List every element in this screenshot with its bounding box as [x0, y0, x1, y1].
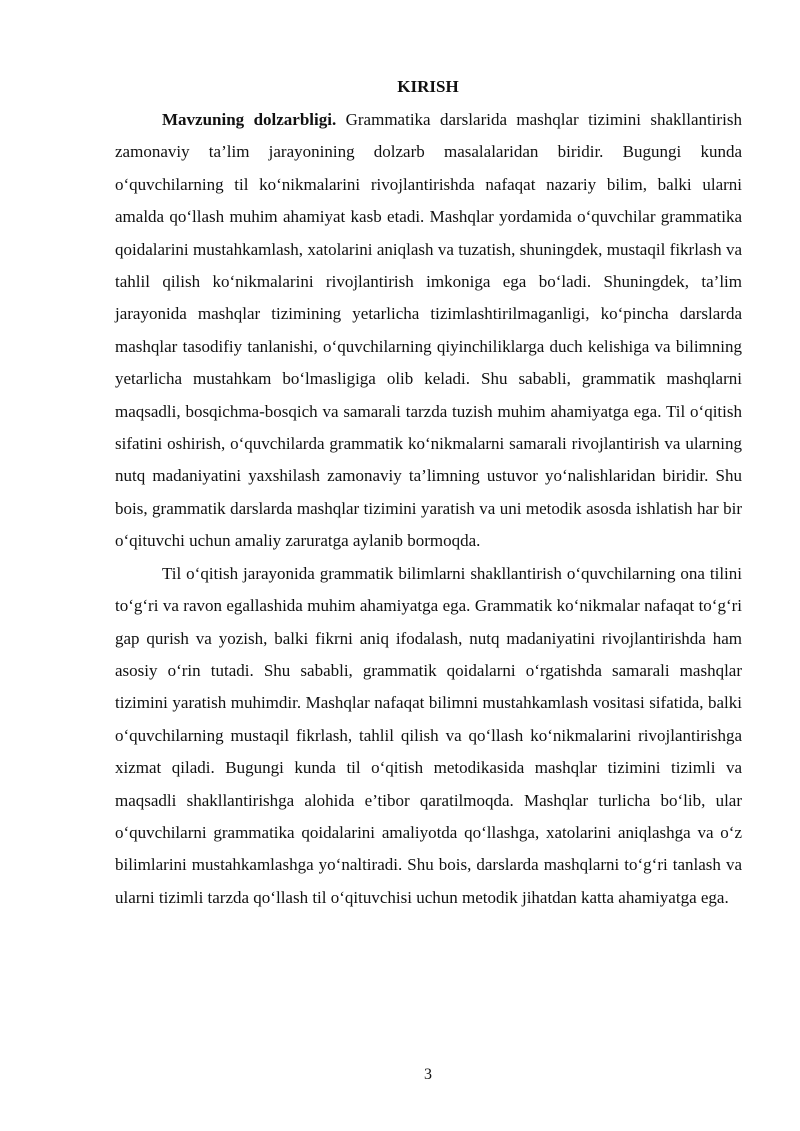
paragraph-text: Til o‘qitish jarayonida grammatik bilimlarni shakllantirish o‘quvchilarning ona tilini to‘g‘ri va ravon egallashida muhim ahamiyatga ega. Grammatik ko‘nikmalar nafaqat to‘g‘ri gap qurish va yozish, balki fikrni aniq ifodalash, nutq madaniyatini rivojlantirishda ham asosiy o‘rin tutadi. Shu sababli, grammatik qoidalarni o‘rgatishda samarali mashqlar tizimini yaratish muhimdir. Mashqlar nafaqat bilimni mustahkamlash vositasi sifatida, balki o‘quvchilarning mustaqil fikrlash, tahlil qilish va qo‘llash ko‘nikmalarini rivojlantirishga xizmat qiladi. Bugungi kunda til o‘qitish metodikasida mashqlar tizimini tizimli va maqsadli shakllantirishga alohida e’tibor qaratilmoqda. Mashqlar turlicha bo‘lib, ular o‘quvchilarni grammatika qoidalarini amaliyotda qo‘llashga, xatolarini aniqlashga va o‘z bilimlarini mustahkamlashga yo‘naltiradi. Shu bois, darslarda mashqlarni to‘g‘ri tanlash va ularni tizimli tarzda qo‘llash til o‘qituvchisi uchun metodik jihatdan katta ahamiyatga ega. [115, 563, 742, 907]
paragraph-grammar-teaching [115, 558, 742, 914]
page-heading: KIRISH [397, 77, 459, 96]
paragraph-lead: Mavzuning dolzarbligi. [162, 110, 337, 129]
paragraph-relevance [115, 104, 742, 558]
paragraph-text: Grammatika darslarida mashqlar tizimini shakllantirish zamonaviy ta’lim jarayonining dolzarb masalalaridan biridir. Bugungi kunda o‘quvchilarning til ko‘nikmalarini rivojlantirishda nafaqat nazariy bilim, balki ularni amalda qo‘llash muhim ahamiyat kasb etadi. Mashqlar yordamida o‘quvchilar grammatika qoidalarini mustahkamlash, xatolarini aniqlash va tuzatish, shuningdek, mustaqil fikrlash va tahlil qilish ko‘nikmalarini rivojlantirish imkoniga ega bo‘ladi. Shuningdek, ta’lim jarayonida mashqlar tizimining yetarlicha tizimlashtirilmaganligi, ko‘pincha darslarda mashqlar tasodifiy tanlanishi, o‘quvchilarning qiyinchiliklarga duch kelishiga va bilimning yetarlicha mustahkam bo‘lmasligiga olib keladi. Shu sababli, grammatik mashqlarni maqsadli, bosqichma-bosqich va samarali tarzda tuzish muhim ahamiyatga ega. Til o‘qitish sifatini oshirish, o‘quvchilarda grammatik ko‘nikmalarni samarali rivojlantirish va ularning nutq madaniyatini yaxshilash zamonaviy ta’limning ustuvor yo‘nalishlaridan biridir. Shu bois, grammatik darslarda mashqlar tizimini yaratish va uni metodik asosda ishlatish har bir o‘qituvchi uchun amaliy zaruratga aylanib bormoqda. [115, 110, 742, 551]
body-text [115, 104, 742, 914]
page-number: 3 [424, 1066, 432, 1083]
